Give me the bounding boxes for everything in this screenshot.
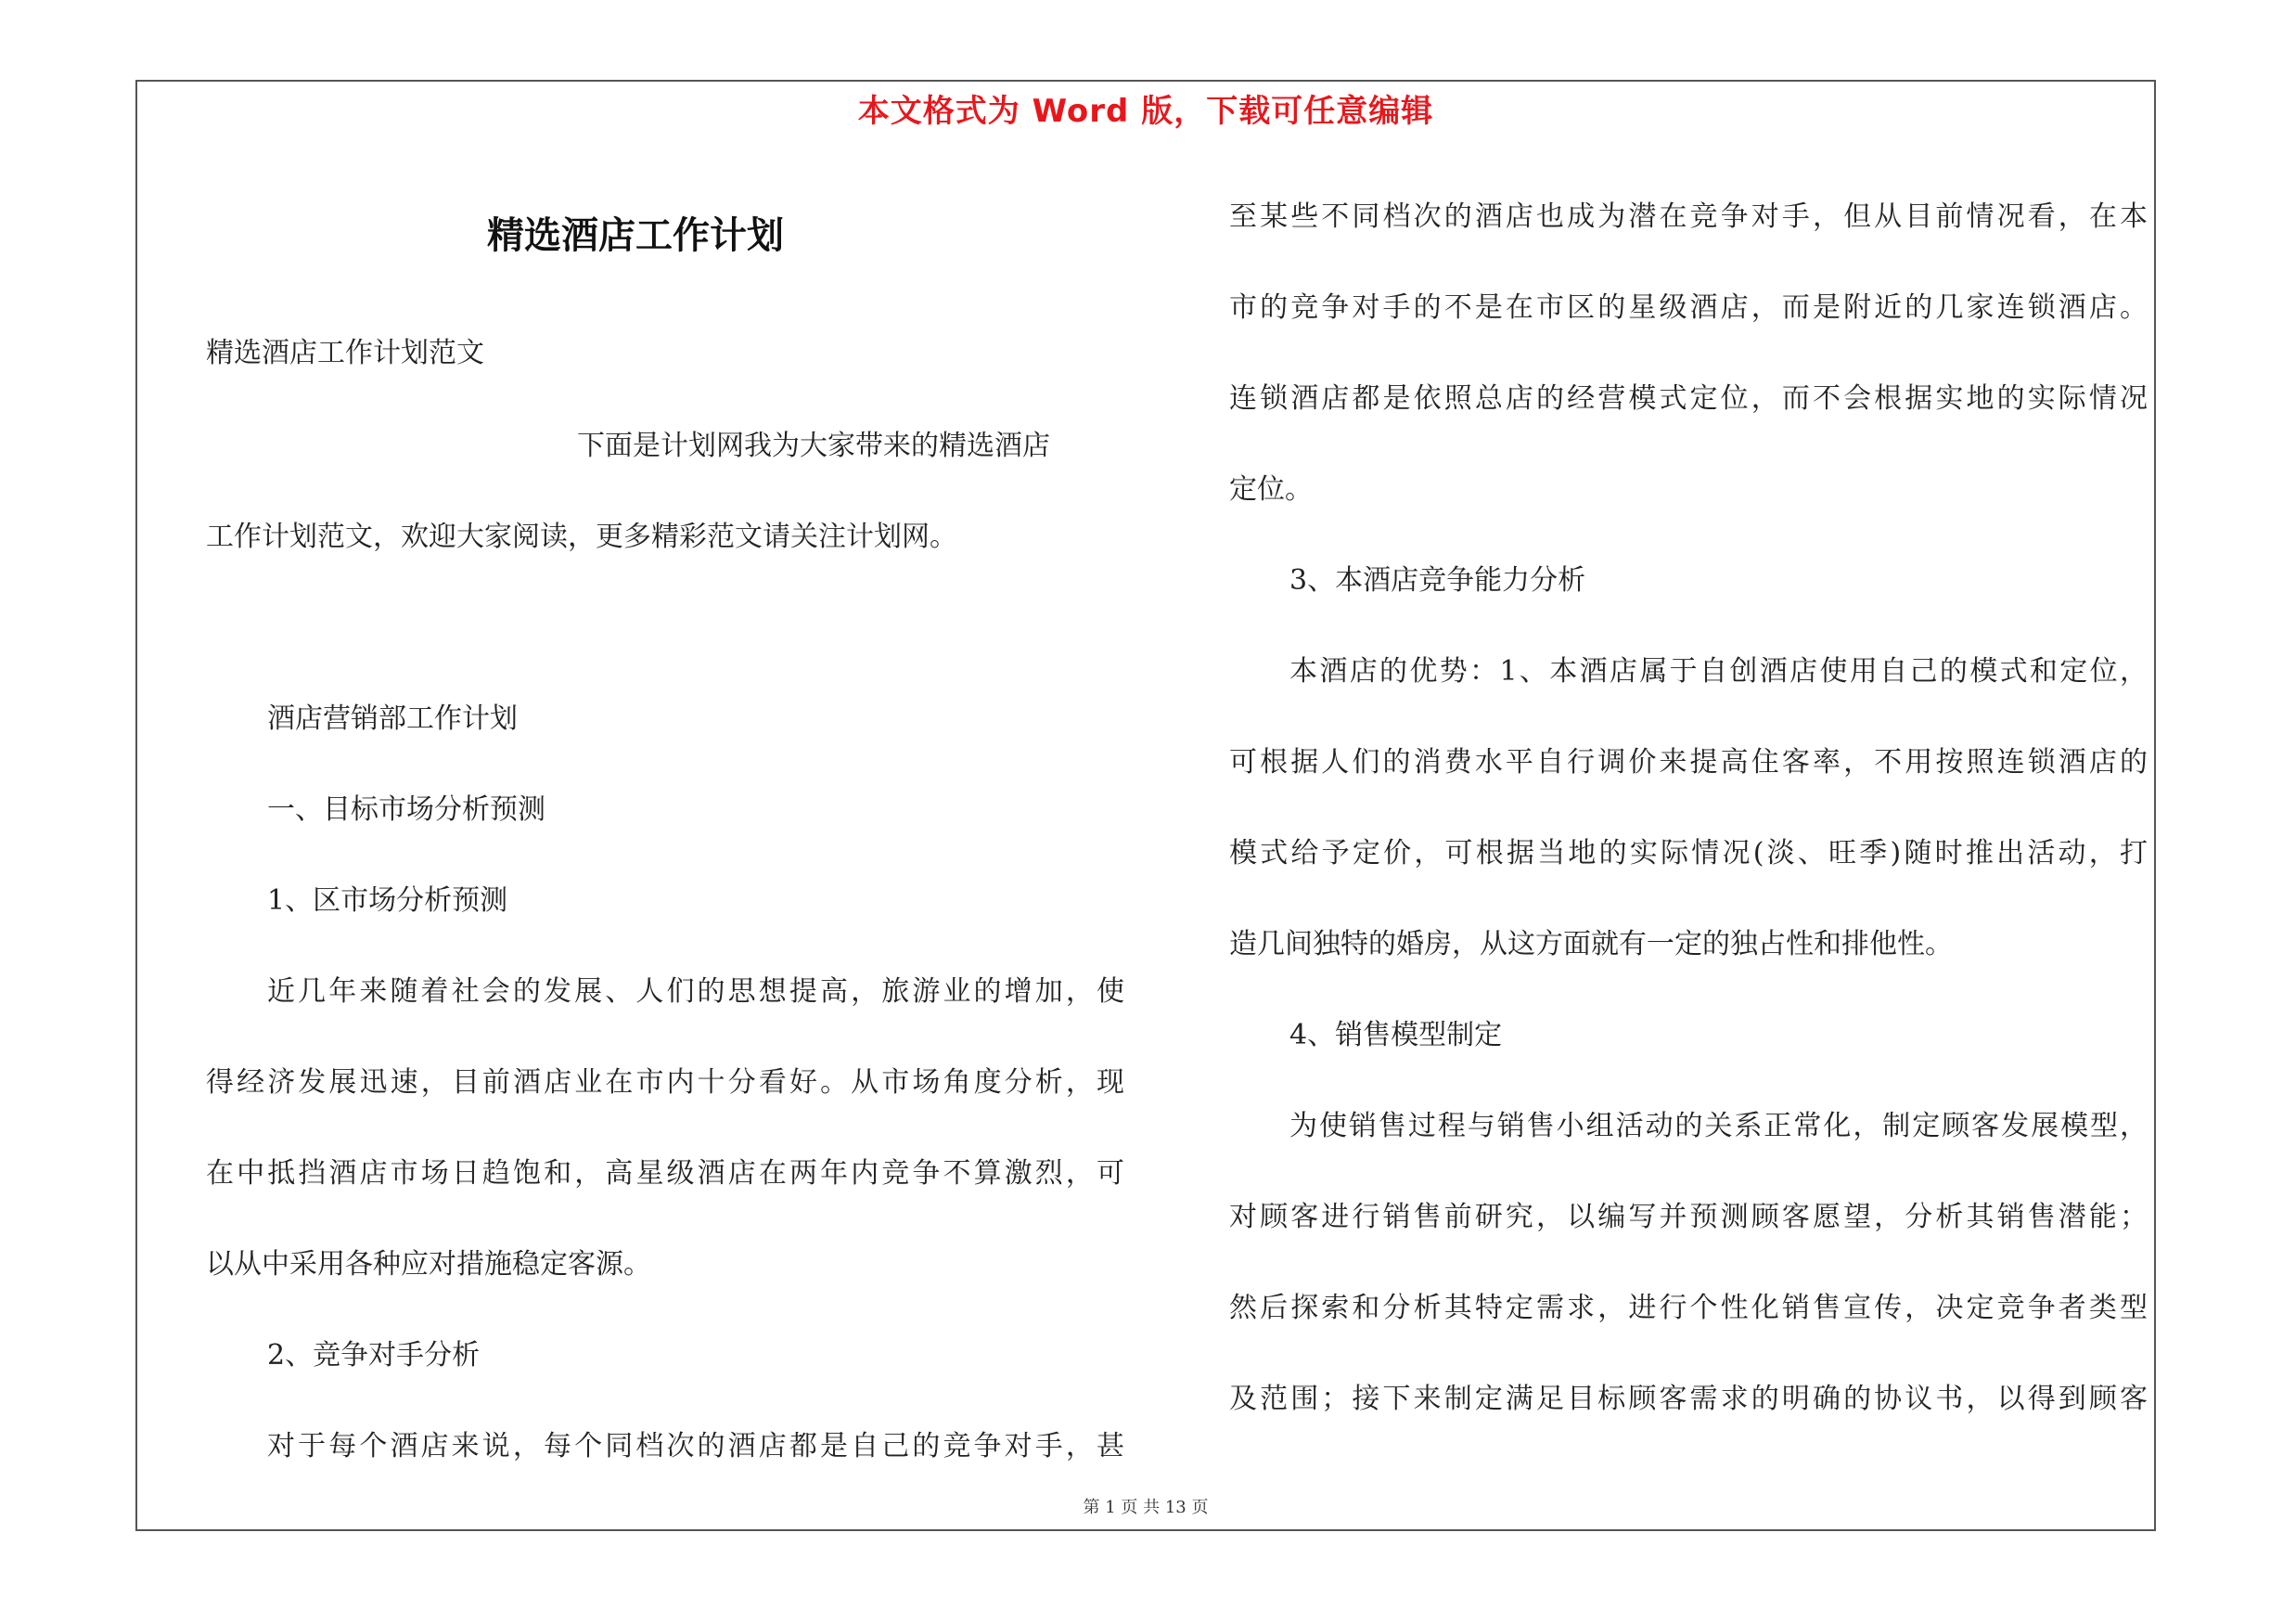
paragraph-line: 对于每个酒店来说，每个同档次的酒店都是自己的竞争对手，甚 xyxy=(267,1430,1124,1462)
paragraph-line: 工作计划范文，欢迎大家阅读，更多精彩范文请关注计划网。 xyxy=(206,521,957,553)
page-number-footer: 第 1 页 共 13 页 xyxy=(1083,1498,1209,1517)
paragraph-line: 可根据人们的消费水平自行调价来提高住客率，不用按照连锁酒店的 xyxy=(1229,746,2148,779)
paragraph-line: 本酒店的优势：1、本酒店属于自创酒店使用自己的模式和定位， xyxy=(1289,655,2148,688)
section-heading: 1、区市场分析预测 xyxy=(267,884,508,917)
paragraph-line: 然后探索和分析其特定需求，进行个性化销售宣传，决定竞争者类型 xyxy=(1229,1292,2148,1324)
paragraph-line: 对顾客进行销售前研究，以编写并预测顾客愿望，分析其销售潜能； xyxy=(1229,1201,2148,1233)
paragraph-line: 为使销售过程与销售小组活动的关系正常化，制定顾客发展模型， xyxy=(1289,1110,2148,1142)
paragraph-line: 得经济发展迅速，目前酒店业在市内十分看好。从市场角度分析，现 xyxy=(206,1066,1124,1099)
paragraph-line: 近几年来随着社会的发展、人们的思想提高，旅游业的增加，使 xyxy=(267,975,1124,1008)
paragraph-line: 定位。 xyxy=(1229,473,1313,506)
paragraph-line: 市的竞争对手的不是在市区的星级酒店，而是附近的几家连锁酒店。 xyxy=(1229,291,2148,324)
paragraph-line: 连锁酒店都是依照总店的经营模式定位，而不会根据实地的实际情况 xyxy=(1229,382,2148,415)
section-heading: 3、本酒店竞争能力分析 xyxy=(1289,564,1586,597)
paragraph-line: 在中抵挡酒店市场日趋饱和，高星级酒店在两年内竞争不算激烈，可 xyxy=(206,1157,1124,1190)
section-heading: 4、销售模型制定 xyxy=(1289,1019,1503,1051)
format-notice-banner: 本文格式为 Word 版，下载可任意编辑 xyxy=(857,93,1434,130)
paragraph-line: 以从中采用各种应对措施稳定客源。 xyxy=(206,1248,651,1281)
paragraph-line: 至某些不同档次的酒店也成为潜在竞争对手，但从目前情况看，在本 xyxy=(1229,200,2148,233)
paragraph-line: 模式给予定价，可根据当地的实际情况(淡、旺季)随时推出活动，打 xyxy=(1229,837,2148,869)
subtitle-line: 精选酒店工作计划范文 xyxy=(206,337,484,369)
section-heading: 一、目标市场分析预测 xyxy=(267,793,545,826)
paragraph-line: 造几间独特的婚房，从这方面就有一定的独占性和排他性。 xyxy=(1229,928,1953,960)
paragraph-line: 及范围；接下来制定满足目标顾客需求的明确的协议书，以得到顾客 xyxy=(1229,1383,2148,1415)
paragraph-line: 下面是计划网我为大家带来的精选酒店 xyxy=(577,430,1050,462)
section-heading: 2、竞争对手分析 xyxy=(267,1339,481,1372)
document-title: 精选酒店工作计划 xyxy=(487,214,784,257)
section-heading: 酒店营销部工作计划 xyxy=(267,702,518,735)
